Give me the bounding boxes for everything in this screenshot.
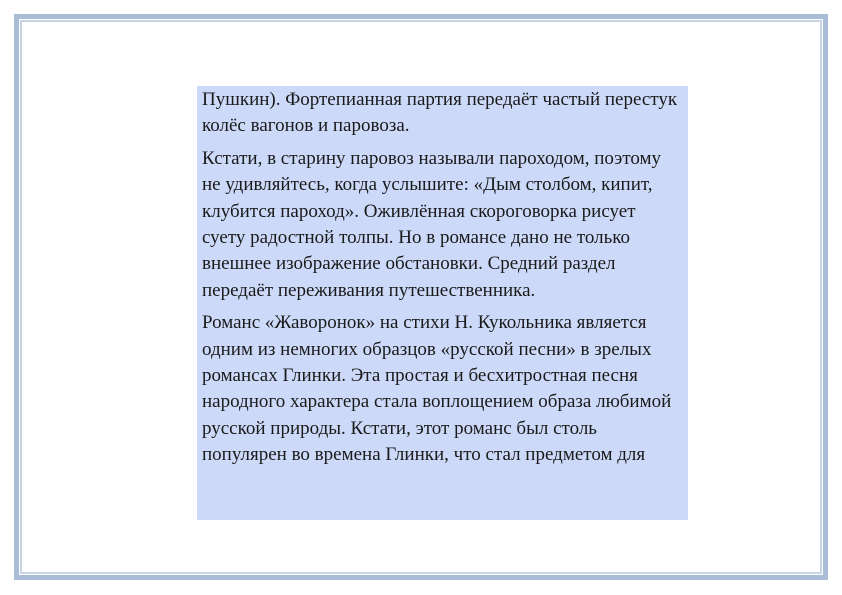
paragraph-parovoz: Кстати, в старину паровоз называли пароходом, поэтому не удивляйтесь, когда услышите: «Дым столбом, кипит, клубится пароход». Оживлённая скороговорка рисует суету радостной толпы. Но в романсе дано не только внешнее изображение обстановки. Средний раздел передаёт переживания путешественника. — [202, 147, 662, 301]
paragraph-zhavoronok: Романс «Жаворонок» на стихи Н. Кукольника является одним из немногих образцов «русской песни» в зрелых романсах Глинки. Эта простая и бесхитростная песня народного характера стала воплощением образа любимой русской природы. Кстати, этот романс был столь популярен во времена Глинки, что стал предметом для — [202, 312, 672, 466]
slide-text-box — [197, 86, 688, 520]
paragraph-pushkin: Пушкин). Фортепианная партия передаёт частый перестук колёс вагонов и паровоза. — [202, 89, 678, 137]
